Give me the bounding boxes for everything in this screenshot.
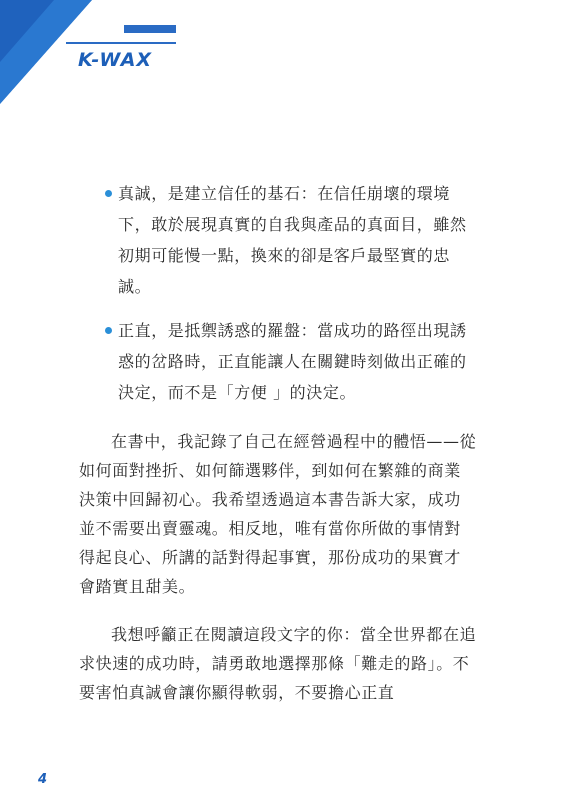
bullet-dot-icon — [105, 327, 112, 334]
header-rule — [66, 42, 176, 44]
header-accent-bar — [124, 25, 176, 33]
body-paragraph: 在書中，我記錄了自己在經營過程中的體悟——從如何面對挫折、如何篩選夥伴，到如何在繁雜的商業決策中回歸初心。我希望透過這本書告訴大家，成功並不需要出賣靈魂。相反地，唯有當你所做的事情對得起良心、所講的話對得起事實，那份成功的果實才會踏實且甜美。 — [79, 432, 477, 596]
bullet-item-sincerity — [118, 178, 474, 302]
bullet-dot-icon — [105, 190, 112, 197]
page-number: 4 — [38, 772, 48, 787]
bullet-text: 真誠，是建立信任的基石：在信任崩壞的環境下，敢於展現真實的自我與產品的真面目，雖然初期可能慢一點，換來的卻是客戶最堅實的忠誠。 — [118, 184, 467, 296]
bullet-item-integrity — [118, 315, 474, 408]
bullet-text: 正直，是抵禦誘惑的羅盤：當成功的路徑出現誘惑的岔路時，正直能讓人在關鍵時刻做出正確的決定，而不是「方便 」的決定。 — [118, 321, 467, 402]
body-paragraph: 我想呼籲正在閱讀這段文字的你：當全世界都在追求快速的成功時，請勇敢地選擇那條「難走的路」。不要害怕真誠會讓你顯得軟弱，不要擔心正直 — [79, 625, 477, 702]
brand-logo: K-WAX — [78, 49, 153, 71]
